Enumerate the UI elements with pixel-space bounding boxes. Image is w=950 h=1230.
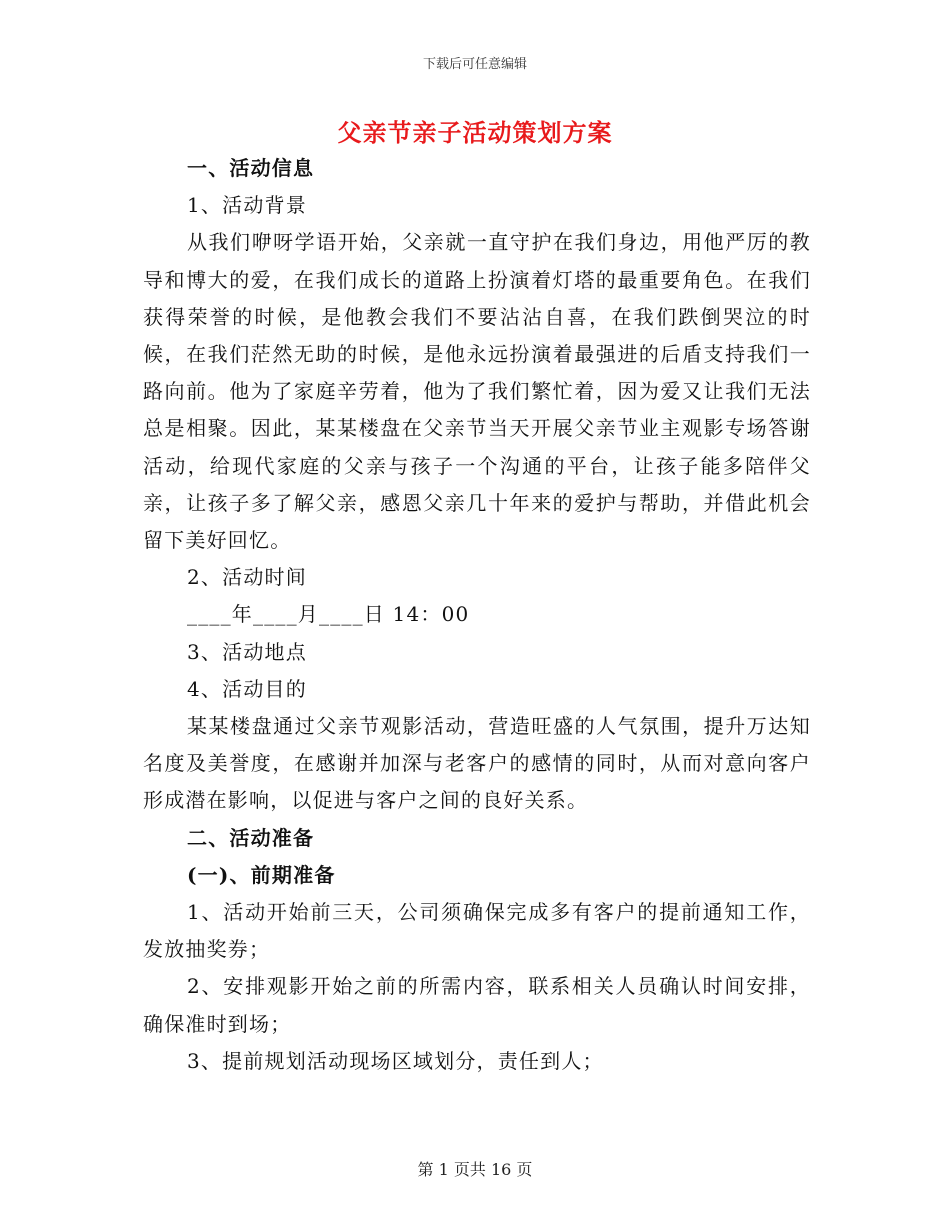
document-body xyxy=(143,150,811,1080)
subheading-background: 1、活动背景 xyxy=(187,193,307,218)
paragraph-goal: 某某楼盘通过父亲节观影活动，营造旺盛的人气氛围，提升万达知名度及美誉度，在感谢并加深与老客户的感情的同时，从而对意向客户形成潜在影响，以促进与客户之间的良好关系。 xyxy=(143,714,811,813)
list-item: 3、提前规划活动现场区域划分，责任到人； xyxy=(187,1048,604,1073)
subheading-early-preparation: (一)、前期准备 xyxy=(187,862,336,887)
document-title: 父亲节亲子活动策划方案 xyxy=(337,118,613,147)
page-number-footer: 第 1 页共 16 页 xyxy=(417,1160,533,1179)
subheading-time: 2、活动时间 xyxy=(187,565,307,590)
section-heading-preparation: 二、活动准备 xyxy=(187,825,315,850)
subheading-place: 3、活动地点 xyxy=(187,639,307,664)
section-heading-activity-info: 一、活动信息 xyxy=(187,156,315,180)
header-note: 下载后可任意编辑 xyxy=(422,57,527,72)
paragraph-background: 从我们咿呀学语开始，父亲就一直守护在我们身边，用他严厉的教导和博大的爱，在我们成长的道路上扮演着灯塔的最重要角色。在我们获得荣誉的时候，是他教会我们不要沾沾自喜，在我们跌倒哭泣的时候，在我们茫然无助的时候，是他永远扮演着最强进的后盾支持我们一路向前。他为了家庭辛劳着，他为了我们繁忙着，因为爱又让我们无法总是相聚。因此，某某楼盘在父亲节当天开展父亲节业主观影专场答谢活动，给现代家庭的父亲与孩子一个沟通的平台，让孩子能多陪伴父亲，让孩子多了解父亲，感恩父亲几十年来的爱护与帮助，并借此机会留下美好回忆。 xyxy=(143,230,811,553)
list-item: 2、安排观影开始之前的所需内容，联系相关人员确认时间安排，确保准时到场； xyxy=(143,974,811,1036)
subheading-goal: 4、活动目的 xyxy=(187,676,307,701)
list-item: 1、活动开始前三天，公司须确保完成多有客户的提前通知工作，发放抽奖券； xyxy=(143,900,811,962)
time-value: ____年____月____日 14：00 xyxy=(187,602,470,627)
